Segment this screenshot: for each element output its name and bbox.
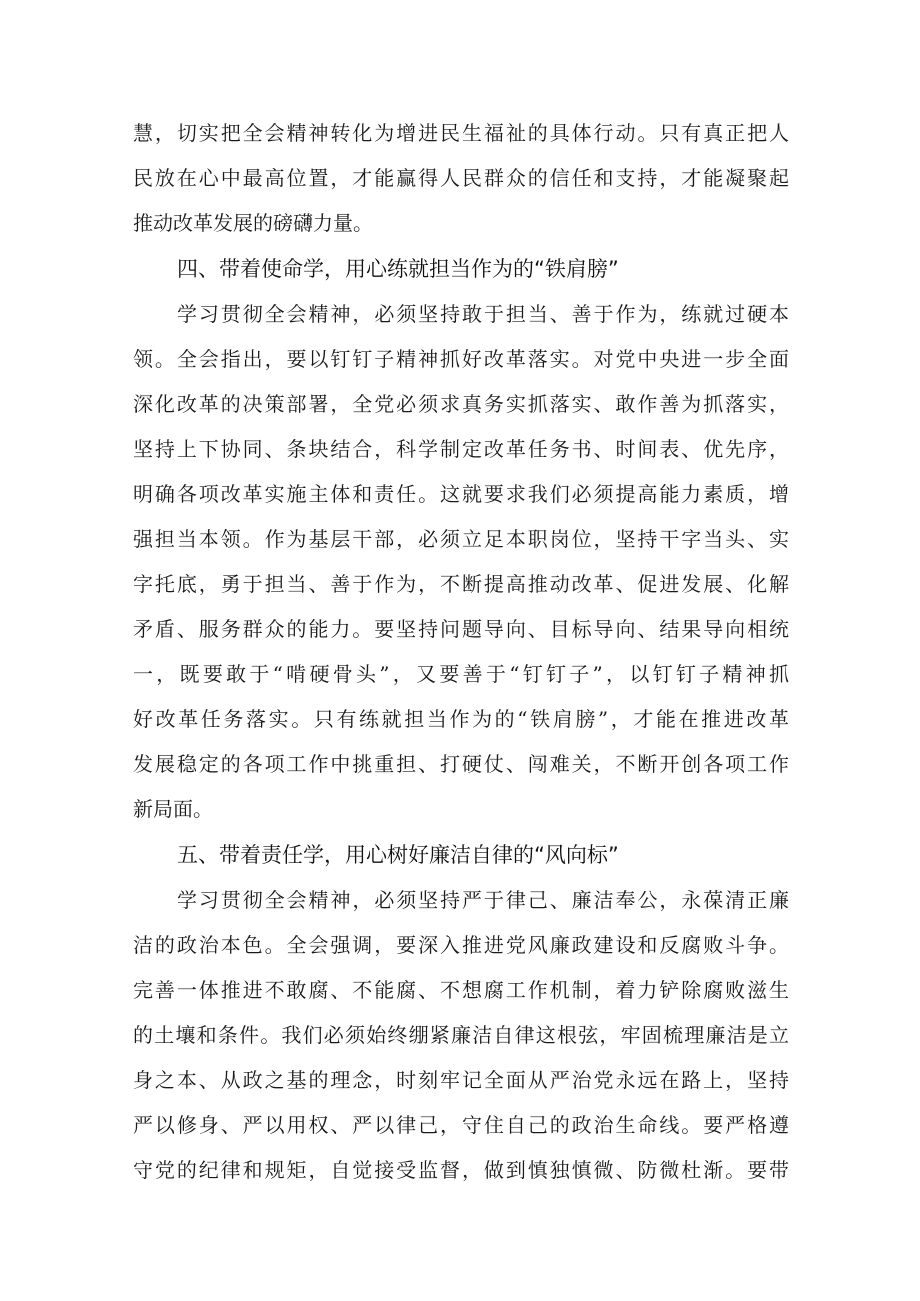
text-line: 新局面。 bbox=[133, 797, 213, 821]
paragraph-section-5 bbox=[133, 878, 789, 1193]
document-body bbox=[133, 111, 789, 1193]
text-line: 守党的纪律和规矩，自觉接受监督，做到慎独慎微、防微杜渐。要带 bbox=[133, 1158, 789, 1182]
text-line: 严以修身、严以用权、严以律己，守住自己的政治生命线。要严格遵 bbox=[133, 1113, 789, 1137]
text-line: 领。全会指出，要以钉钉子精神抓好改革落实。对党中央进一步全面 bbox=[133, 347, 789, 371]
text-line: 学习贯彻全会精神，必须坚持敢于担当、善于作为，练就过硬本 bbox=[177, 302, 789, 326]
text-line: 字托底，勇于担当、善于作为，不断提高推动改革、促进发展、化解 bbox=[133, 572, 789, 596]
text-line: 学习贯彻全会精神，必须坚持严于律己、廉洁奉公，永葆清正廉 bbox=[177, 888, 789, 912]
text-line: 深化改革的决策部署，全党必须求真务实抓落实、敢作善为抓落实， bbox=[133, 392, 789, 416]
text-line: 发展稳定的各项工作中挑重担、打硬仗、闯难关，不断开创各项工作 bbox=[133, 752, 789, 776]
text-line: 民放在心中最高位置，才能赢得人民群众的信任和支持，才能凝聚起 bbox=[133, 166, 789, 190]
text-line: 慧，切实把全会精神转化为增进民生福祉的具体行动。只有真正把人 bbox=[133, 121, 789, 145]
section-heading-4: 四、带着使命学，用心练就担当作为的“铁肩膀” bbox=[177, 257, 619, 281]
text-line: 坚持上下协同、条块结合，科学制定改革任务书、时间表、优先序， bbox=[133, 437, 789, 461]
text-line: 推动改革发展的磅礴力量。 bbox=[133, 211, 373, 235]
paragraph-continuation bbox=[133, 111, 789, 246]
text-line: 一，既要敢于“啃硬骨头”，又要善于“钉钉子”，以钉钉子精神抓 bbox=[133, 662, 789, 686]
section-heading-5: 五、带着责任学，用心树好廉洁自律的“风向标” bbox=[177, 843, 619, 867]
text-line: 身之本、从政之基的理念，时刻牢记全面从严治党永远在路上，坚持 bbox=[133, 1068, 789, 1092]
text-line: 洁的政治本色。全会强调，要深入推进党风廉政建设和反腐败斗争。 bbox=[133, 933, 789, 957]
text-line: 完善一体推进不敢腐、不能腐、不想腐工作机制，着力铲除腐败滋生 bbox=[133, 978, 789, 1002]
text-line: 好改革任务落实。只有练就担当作为的“铁肩膀”，才能在推进改革 bbox=[133, 707, 789, 731]
paragraph-section-4 bbox=[133, 292, 789, 832]
text-line: 矛盾、服务群众的能力。要坚持问题导向、目标导向、结果导向相统 bbox=[133, 617, 789, 641]
text-line: 的土壤和条件。我们必须始终绷紧廉洁自律这根弦，牢固梳理廉洁是立 bbox=[133, 1023, 789, 1047]
text-line: 明确各项改革实施主体和责任。这就要求我们必须提高能力素质，增 bbox=[133, 482, 789, 506]
text-line: 强担当本领。作为基层干部，必须立足本职岗位，坚持干字当头、实 bbox=[133, 527, 789, 551]
